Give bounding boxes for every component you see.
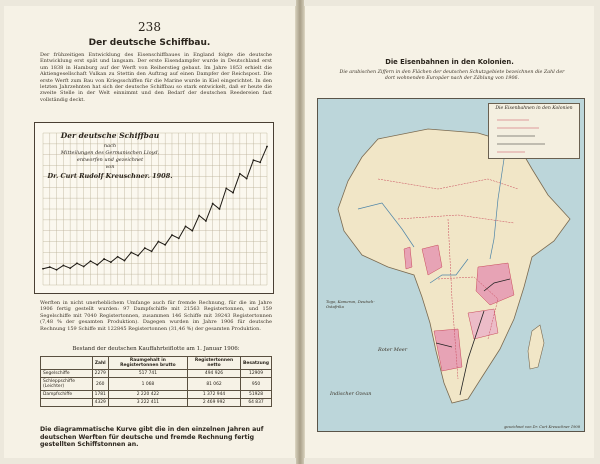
chart-point [124,260,126,262]
chart-point [103,258,105,260]
right-page [304,6,594,458]
africa-map [317,98,585,432]
sea-label-red: Roter Meer [378,347,408,353]
table-cell: 1 372 944 [187,391,240,399]
chart-point [56,269,58,271]
sea-label-indian: Indischer Ozean [330,391,372,397]
table-row [41,391,272,399]
chart-point [76,262,78,264]
table-total-row [41,399,272,407]
table-header: Besatzung [241,357,272,370]
chart-point [253,159,255,161]
chart-author: Dr. Curt Rudolf Kreuschner. 1908. [47,172,173,180]
table-header [41,357,93,370]
table-header-row [41,357,272,370]
chart-subtitle-2: Mitteilungen des Germanischen Lloyd, [60,150,160,156]
table-cell: Dampfschiffe [41,391,93,399]
chart-point [246,178,248,180]
chart-point [225,187,227,189]
chart-point [130,252,132,254]
table-cell: 51928 [241,391,272,399]
table-cell: 81 062 [187,378,240,391]
legend-lines [489,104,581,160]
chart-subtitle-3: entworfen und gezeichnet [76,157,144,163]
legend-title: Die Eisenbahnen in den Kolonien [495,106,573,111]
chart-point [110,261,112,263]
table-cell: 3 222 411 [108,399,187,407]
table-cell: 494 926 [187,370,240,378]
table-cell: 1781 [92,391,108,399]
chart-point [144,247,146,249]
chart-point [239,173,241,175]
book-gutter [296,0,304,464]
table-cell: 260 [92,378,108,391]
chart-point [69,267,71,269]
table-cell: 950 [241,378,272,391]
table-cell: Segelschiffe [41,370,93,378]
table-cell: 4329 [92,399,108,407]
chart-point [96,264,98,266]
table-header: Registertonnen netto [187,357,240,370]
closing-paragraph: Die diagrammatische Kurve gibt die in den einzelnen Jahren auf deutschen Werften für deutsche und fremde Rechnung fertig gestellten Schiffstonnen an. [40,426,264,449]
production-paragraph: Werften in nicht unerheblichem Umfange auch für fremde Rechnung, für die im Jahre 1906 fertig gestellt wurden: 97 Dampfschiffe mit 21563 Registertonnen, und 159 Segelschiffe mit 7040 Registertonnen, zusammen 146 Schiffe mit 39243 Registertonnen (7,48 % der gesamten Produktion). Dagegen wurden im Jahre 1906 für deutsche Rechnung 159 Schiffe mit 122845 Registertonnen (31,46 %) der gesamten Produktion. [40,300,272,332]
table-header: Raumgehalt in Registertonnen brutto [108,357,187,370]
table-title: Bestand der deutschen Kauffahrteiflotte am 1. Januar 1906: [72,346,240,352]
table-cell: 2 220 422 [108,391,187,399]
chart-point [205,220,207,222]
map-caption: Die arabischen Ziffern in den Flächen der deutschen Schutzgebiete bezeichnen die Zahl der dort wohnenden Europäer nach der Zählung von 1906. [339,70,565,81]
chart-point [157,241,159,243]
colony-suedwestafrika [434,329,462,371]
intro-paragraph: Der frühzeitigen Entwicklung des Eisenschiffbaues in England folgte die deutsche Entwicklung erst spät und langsam. Der erste Eisendampfer wurde in Deutschland erst um 1838 in Hamburg auf der Werft von Reiherstieg gebaut. Im Jahre 1853 erhielt die Aktiengesellschaft Vulkan zu Stettin den Auftrag auf einen Dampfer der Reichspost. Die erste Werft zum Bau von Kriegsschiffen für die Marine wurde in Kiel eingerichtet. In den letzten Jahrzehnten hat sich der deutsche Schiffbau so stark entwickelt, daß er heute die zweite Stelle in der Welt einnimmt und den Bedarf der deutschen Reedereien fast vollständig deckt. [40,52,272,103]
chart-point [232,192,234,194]
table-header: Zahl [92,357,108,370]
table-cell: 2 469 992 [187,399,240,407]
fleet-table [40,356,272,407]
inset-label: Togo, Kamerun, Deutsch-Ostafrika [326,299,375,309]
chart-point [259,161,261,163]
chart-point [117,256,119,258]
chart-point [191,230,193,232]
chart-point [185,225,187,227]
madagascar-island [528,325,544,369]
table-cell: 12909 [241,370,272,378]
chart-point [212,203,214,205]
shipbuilding-chart [34,122,274,294]
map-heading: Die Eisenbahnen in den Kolonien. [385,58,514,66]
table-row [41,378,272,391]
table-cell: 64 837 [241,399,272,407]
chart-subtitle-1: nach [103,143,117,149]
chart-point [219,208,221,210]
table-cell [41,399,93,407]
chart-point [49,266,51,268]
chart-point [198,215,200,217]
chart-subtitle-4: von [105,164,115,170]
chart-point [266,146,268,148]
table-row [41,370,272,378]
chart-point [62,265,64,267]
chart-point [178,237,180,239]
chart-point [90,260,92,262]
chart-point [42,268,44,270]
map-legend [488,103,580,159]
chart-title: Der deutsche Schiffbau [60,131,160,140]
chart-point [171,234,173,236]
map-credit: gezeichnet von Dr. Curt Kreuschner 1908 [504,425,580,429]
table-cell: 1 068 [108,378,187,391]
chart-point [164,244,166,246]
table-cell: 517 741 [108,370,187,378]
page-heading: Der deutsche Schiffbau. [88,38,211,48]
chart-point [151,250,153,252]
left-page [4,6,296,458]
table-cell: 2279 [92,370,108,378]
page-number: 238 [138,20,161,34]
table-cell: Schleppschiffe (Leichter) [41,378,93,391]
chart-point [83,266,85,268]
chart-point [137,255,139,257]
